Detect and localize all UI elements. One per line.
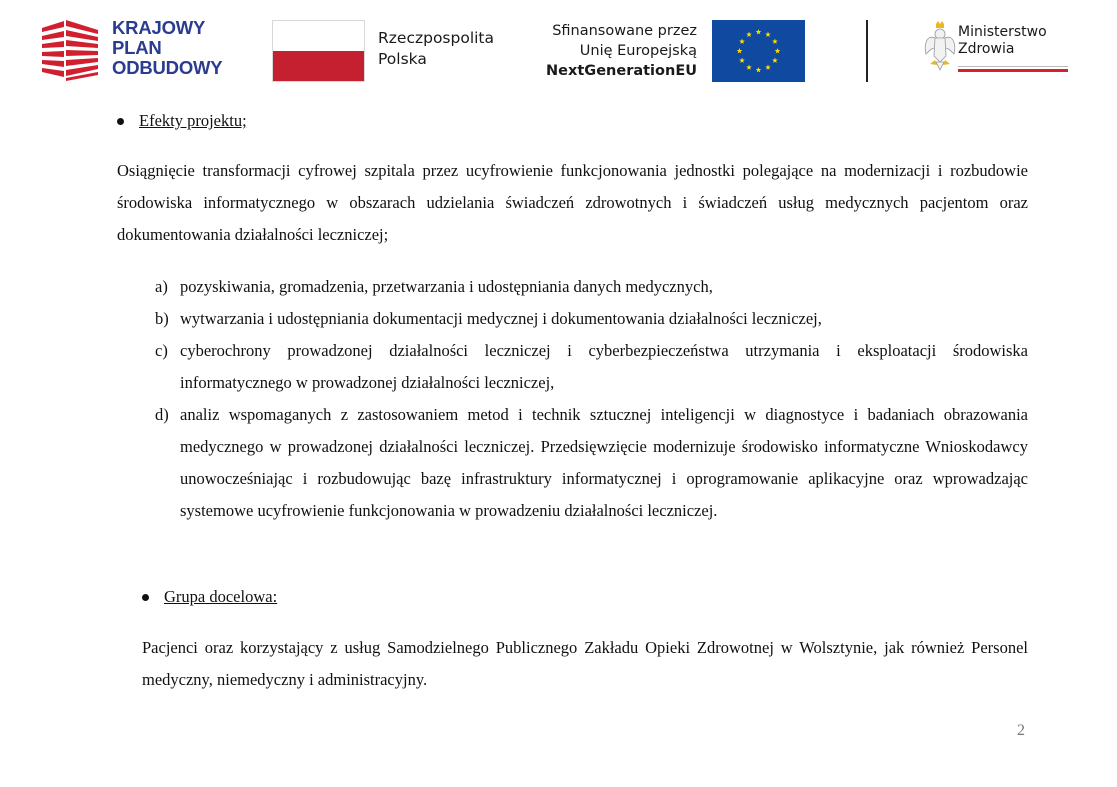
eu-star-icon: [756, 67, 762, 72]
list-item: [155, 335, 1028, 399]
kpo-logo-line: ODBUDOWY: [112, 57, 223, 78]
eu-star-icon: [746, 32, 752, 37]
eu-star-icon: [756, 29, 762, 34]
list-item-text: cyberochrony prowadzonej działalności leczniczej i cyberbezpieczeństwa utrzymania i eksploatacji środowiska informatycznego w prowadzonej działalności leczniczej,: [180, 341, 1028, 392]
section-heading-effects: [117, 111, 247, 131]
eu-star-icon: [737, 48, 743, 53]
section-heading-label: Grupa docelowa:: [164, 587, 278, 606]
eu-star-icon: [746, 64, 752, 69]
kpo-logo: [40, 18, 240, 84]
logo-header: [0, 0, 1117, 100]
eu-star-icon: [765, 32, 771, 37]
list-item: [155, 399, 1028, 527]
eu-star-icon: [739, 58, 745, 63]
list-item-text: pozyskiwania, gromadzenia, przetwarzania i udostępniania danych medycznych,: [180, 277, 713, 296]
list-marker: d): [155, 405, 169, 424]
kpo-building-icon: [40, 18, 102, 82]
list-item-text: analiz wspomaganych z zastosowaniem metod i technik sztucznej inteligencji w diagnostyce i badaniach obrazowania medycznego w prowadzonej działalności leczniczej. Przedsięwzięcie modernizuje środowisko informatyczne Wnioskodawcy unowocześniając i rozbudowując bazę infrastruktury informatycznej i oprogramowanie aplikacyjne oraz wprowadzając systemowe ucyfrowienie funkcjonowania w prowadzeniu działalności leczniczej.: [180, 405, 1028, 520]
eu-star-icon: [772, 58, 778, 63]
list-item: [155, 271, 1028, 303]
section-heading-target-group: [142, 587, 277, 607]
section-heading-label: Efekty projektu;: [139, 111, 247, 130]
eu-logo-line: Sfinansowane przez: [552, 23, 697, 39]
list-item-text: wytwarzania i udostępniania dokumentacji medycznej i dokumentowania działalności leczniczej,: [180, 309, 822, 328]
mz-grey-rule: [958, 66, 1068, 67]
eu-flag-icon: [712, 20, 805, 82]
eu-star-icon: [739, 39, 745, 44]
rp-logo-line: Rzeczpospolita: [378, 29, 495, 47]
target-group-paragraph: Pacjenci oraz korzystający z usług Samodzielnego Publicznego Zakładu Opieki Zdrowotnej w Wolsztynie, jak również Personel medyczny, niemedyczny i administracyjny.: [142, 638, 1028, 689]
rp-logo-line: Polska: [378, 50, 427, 68]
bullet-icon: [117, 118, 124, 125]
list-marker: a): [155, 277, 168, 296]
effects-intro-paragraph: Osiągnięcie transformacji cyfrowej szpitala przez ucyfrowienie funkcjonowania jednostki polegające na modernizacji i rozbudowie środowiska informatycznego w obszarach udzielania świadczeń zdrowotnych i świadczeń usług medycznych pacjentom oraz dokumentowania działalności leczniczej;: [117, 161, 1028, 244]
white-eagle-icon: [922, 20, 958, 74]
page-number: 2: [1017, 722, 1025, 739]
mz-logo-line: Zdrowia: [958, 41, 1015, 57]
eu-logo-line: NextGenerationEU: [546, 63, 697, 79]
effects-list: [155, 271, 1028, 527]
polish-flag-icon: [272, 20, 365, 82]
list-marker: c): [155, 341, 168, 360]
eu-logo-line: Unię Europejską: [579, 43, 697, 59]
bullet-icon: [142, 594, 149, 601]
list-marker: b): [155, 309, 169, 328]
eu-star-icon: [772, 39, 778, 44]
kpo-logo-line: KRAJOWY: [112, 17, 206, 38]
kpo-logo-line: PLAN: [112, 37, 162, 58]
mz-red-rule: [958, 69, 1068, 72]
eu-star-icon: [765, 64, 771, 69]
list-item: [155, 303, 1028, 335]
header-divider: [866, 20, 868, 82]
mz-logo-line: Ministerstwo: [958, 24, 1047, 40]
eu-star-icon: [775, 48, 781, 53]
